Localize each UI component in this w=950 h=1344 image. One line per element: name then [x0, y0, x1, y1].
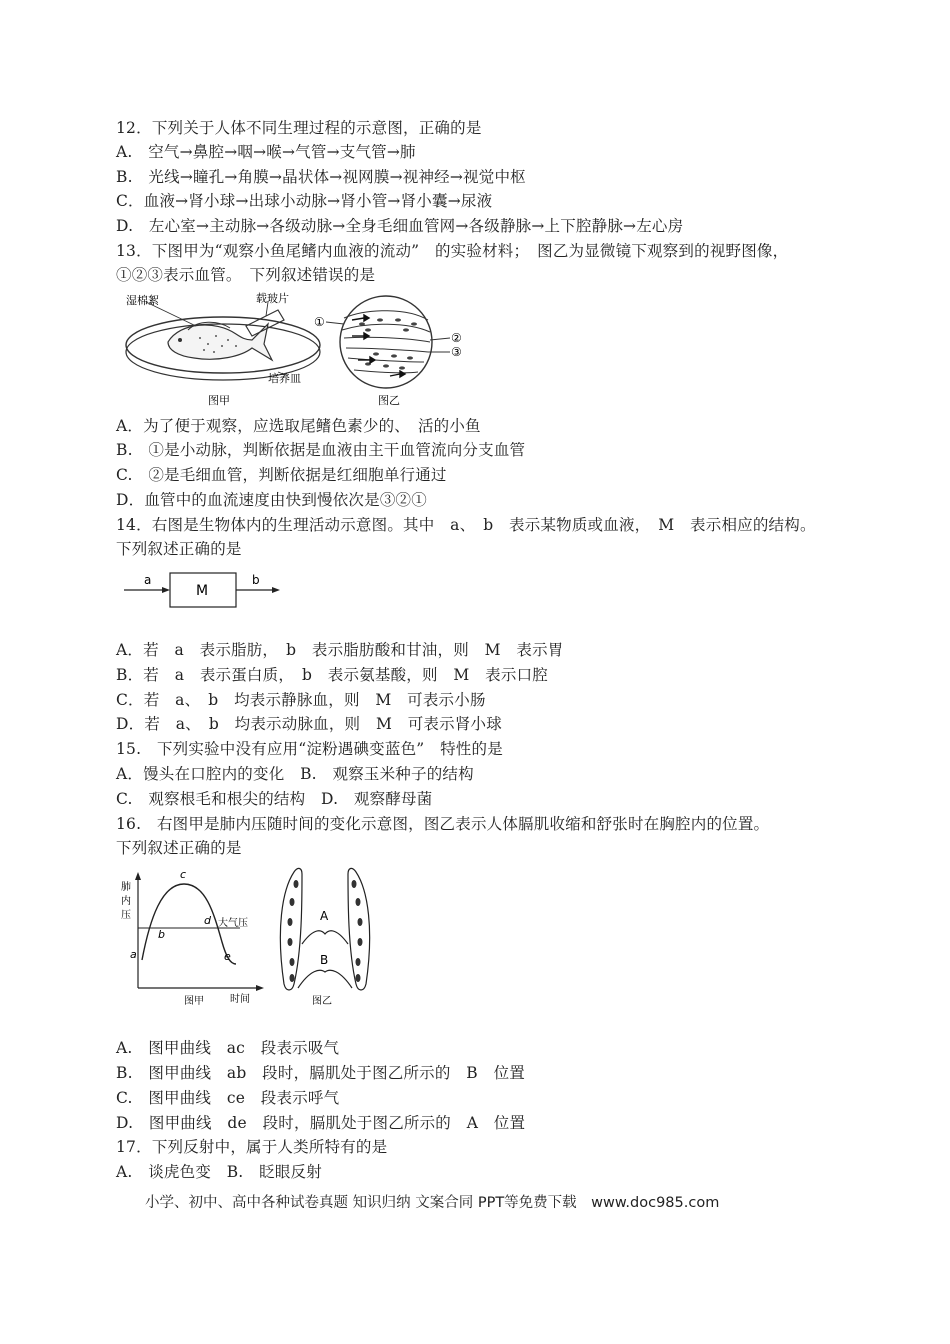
- q14-option-a: A．若 a 表示脂肪， b 表示脂肪酸和甘油，则 M 表示胃: [116, 641, 564, 659]
- fish-tail-experiment-figure: [118, 290, 478, 412]
- q12-option-b: B. 光线→瞳孔→角膜→晶状体→视网膜→视神经→视觉中枢: [116, 168, 526, 186]
- point-a: a: [130, 948, 137, 961]
- q16-option-a: A. 图甲曲线 ac 段表示吸气: [116, 1039, 340, 1057]
- page-footer: 小学、初中、高中各种试卷真题 知识归纳 文案合同 PPT等免费下载 www.doc985.com: [145, 1195, 720, 1211]
- m-process-diagram: [118, 568, 288, 618]
- question-14-stem: 14．右图是生物体内的生理活动示意图。其中 a、 b 表示某物质或血液， M 表示相应的结构。: [116, 516, 816, 534]
- caption-figure-b: 图乙: [378, 394, 400, 407]
- atm-label: 大气压: [218, 918, 248, 929]
- label-slide: 载玻片: [256, 292, 289, 305]
- caption-figure-a: 图甲: [184, 996, 204, 1007]
- x-label-time: 时间: [230, 994, 250, 1005]
- caption-figure-a: 图甲: [208, 394, 230, 407]
- q15-options-cd: C. 观察根毛和根尖的结构 D. 观察酵母菌: [116, 790, 433, 808]
- q13-option-c: C. ②是毛细血管，判断依据是红细胞单行通过: [116, 466, 447, 484]
- question-16-stem-2: 下列叙述正确的是: [116, 839, 242, 857]
- question-14-stem-2: 下列叙述正确的是: [116, 540, 242, 558]
- position-a-label: A: [320, 909, 329, 923]
- q14-option-c: C．若 a、 b 均表示静脉血，则 M 可表示小肠: [116, 691, 486, 709]
- caption-figure-b: 图乙: [312, 996, 332, 1007]
- label-a: a: [144, 573, 152, 587]
- point-b: b: [158, 928, 165, 941]
- q16-option-c: C. 图甲曲线 ce 段表示呼气: [116, 1089, 340, 1107]
- q16-option-b: B. 图甲曲线 ab 段时，膈肌处于图乙所示的 B 位置: [116, 1064, 525, 1082]
- q13-option-a: A．为了便于观察，应选取尾鳍色素少的、 活的小鱼: [116, 417, 481, 435]
- label-petri-dish: 培养皿: [268, 372, 301, 385]
- label-m: M: [196, 583, 209, 599]
- question-13-stem-2: ①②③表示血管。 下列叙述错误的是: [116, 266, 376, 284]
- q15-options-ab: A．馒头在口腔内的变化 B. 观察玉米种子的结构: [116, 765, 474, 783]
- marker-1: ①: [314, 315, 325, 329]
- label-b: b: [252, 573, 260, 587]
- q14-option-d: D．若 a、 b 均表示动脉血，则 M 可表示肾小球: [116, 715, 502, 733]
- q14-option-b: B．若 a 表示蛋白质， b 表示氨基酸，则 M 表示口腔: [116, 666, 548, 684]
- q12-option-c: C．血液→肾小球→出球小动脉→肾小管→肾小囊→尿液: [116, 192, 493, 210]
- question-15-stem: 15. 下列实验中没有应用“淀粉遇碘变蓝色” 特性的是: [116, 740, 503, 758]
- y-label-1: 肺: [121, 882, 131, 893]
- q13-option-d: D．血管中的血流速度由快到慢依次是③②①: [116, 491, 427, 509]
- question-13-stem: 13．下图甲为“观察小鱼尾鳍内血液的流动” 的实验材料； 图乙为显微镜下观察到的视野图像，: [116, 242, 789, 260]
- question-16-stem: 16. 右图甲是肺内压随时间的变化示意图，图乙表示人体膈肌收缩和舒张时在胸腔内的位置。: [116, 815, 770, 833]
- point-c: c: [180, 868, 187, 881]
- point-e: e: [224, 950, 231, 963]
- q13-option-b: B. ①是小动脉，判断依据是血液由主干血管流向分支血管: [116, 441, 526, 459]
- q17-options-ab: A. 谈虎色变 B. 眨眼反射: [116, 1163, 322, 1181]
- q16-option-d: D. 图甲曲线 de 段时，膈肌处于图乙所示的 A 位置: [116, 1114, 526, 1132]
- question-12-stem: 12．下列关于人体不同生理过程的示意图，正确的是: [116, 119, 482, 137]
- position-b-label: B: [320, 953, 329, 967]
- marker-2: ②: [451, 331, 462, 345]
- marker-3: ③: [451, 345, 462, 359]
- lung-pressure-figure: [116, 860, 386, 1010]
- point-d: d: [204, 914, 211, 927]
- q12-option-a: A. 空气→鼻腔→咽→喉→气管→支气管→肺: [116, 143, 416, 161]
- y-label-2: 内: [121, 896, 131, 907]
- label-wet-cotton: 湿棉絮: [126, 294, 159, 307]
- q12-option-d: D. 左心室→主动脉→各级动脉→全身毛细血管网→各级静脉→上下腔静脉→左心房: [116, 217, 684, 235]
- question-17-stem: 17．下列反射中，属于人类所特有的是: [116, 1138, 388, 1156]
- y-label-3: 压: [121, 910, 131, 921]
